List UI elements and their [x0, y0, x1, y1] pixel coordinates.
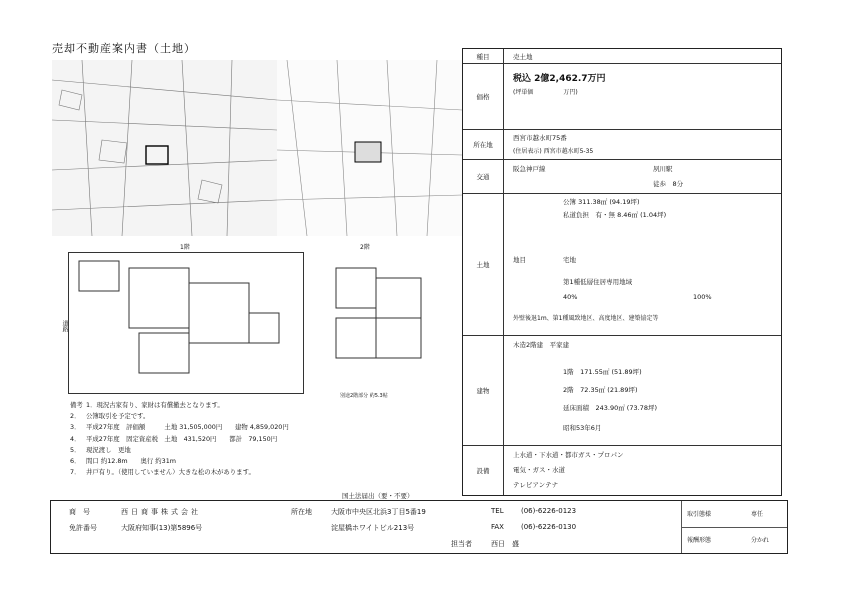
lot-map: [277, 60, 462, 236]
floor-plan-2: [326, 258, 434, 388]
row-land: 土地 公簿 311.38㎡ (94.19坪) 私道負担 有・無 8.46㎡ (1.04坪) 地目 宅地 第1種低層住居専用地域 40% 100% 外壁後退1m、第1種風致地区、高度地区、建築協定等: [463, 193, 781, 336]
tel-number: (06)-6226-0123: [521, 507, 577, 515]
note-row: 4． 平成27年度 固定資産税 土地 431,520円 都計 79,150円: [70, 434, 278, 443]
row-equipment: 設備 上水道・下水道・都市ガス・プロパン 電気・ガス・水道 テレビアンテナ: [463, 445, 781, 495]
area-map: [52, 60, 277, 236]
property-table: [462, 48, 782, 496]
company-footer: 商 号 西日商事株式会社 所在地 大阪市中央区北浜3丁目5番19 TEL (06)-6226-0123 免許番号 大阪府知事(13)第5896号 淀屋橋ホワイトビル213号 FAX (06)-6226-0130 担当者 西日 盛 取引態様 専任 報酬形態 分かれ: [50, 500, 788, 554]
floor2-note: 別途2階部分 約5.3帖: [340, 393, 388, 399]
page-title: 売却不動産案内書（土地）: [52, 42, 196, 55]
note-row: 備考 1．現況古家有り、家財は有償撤去となります。: [70, 401, 224, 409]
road-label: 道路: [61, 320, 68, 332]
floor1-label: 1階: [180, 244, 190, 251]
note-row: 5． 現況渡し 更地: [70, 445, 131, 454]
row-address: 所在地 西宮市越水町75番 (住居表示) 西宮市越水町5-35: [463, 129, 781, 160]
location-maps: [52, 60, 462, 236]
note-row: 6． 間口 約12.8m 奥行 約31m: [70, 457, 176, 466]
company-name: 西日商事株式会社: [121, 508, 201, 516]
note-row: 3． 平成27年度 評価額 土地 31,505,000円 建物 4,859,020円: [70, 423, 289, 432]
note-row: 7． 井戸有り。（使用していません）大きな松の木があります。: [70, 468, 255, 477]
floor-plan-2-drawing: [326, 258, 434, 388]
floor2-label: 2階: [360, 244, 370, 251]
note-row: 2． 公簿取引を予定です。: [70, 412, 150, 421]
row-traffic: 交通 阪急神戸線 夙川駅 徒歩 8分: [463, 159, 781, 194]
floor-plan-1: [68, 252, 304, 394]
row-kind: 種目 売土地: [463, 49, 781, 64]
price-value: 税込 2億2,462.7万円: [513, 74, 606, 84]
row-price: 価格 税込 2億2,462.7万円 (坪単価 万円): [463, 63, 781, 130]
staff-name: 西日 盛: [491, 540, 519, 548]
row-building: 建物 木造2階建 平家建 1階 171.55㎡ (51.89坪) 2階 72.35㎡ (21.89坪) 延床面積 243.90㎡ (73.78坪) 昭和53年6月: [463, 335, 781, 446]
fax-number: (06)-6226-0130: [521, 523, 577, 531]
notes-list: [70, 400, 370, 478]
land-act-status: 国土法届出（要・不要）: [342, 492, 414, 500]
floor-plan-1-drawing: [69, 253, 303, 393]
